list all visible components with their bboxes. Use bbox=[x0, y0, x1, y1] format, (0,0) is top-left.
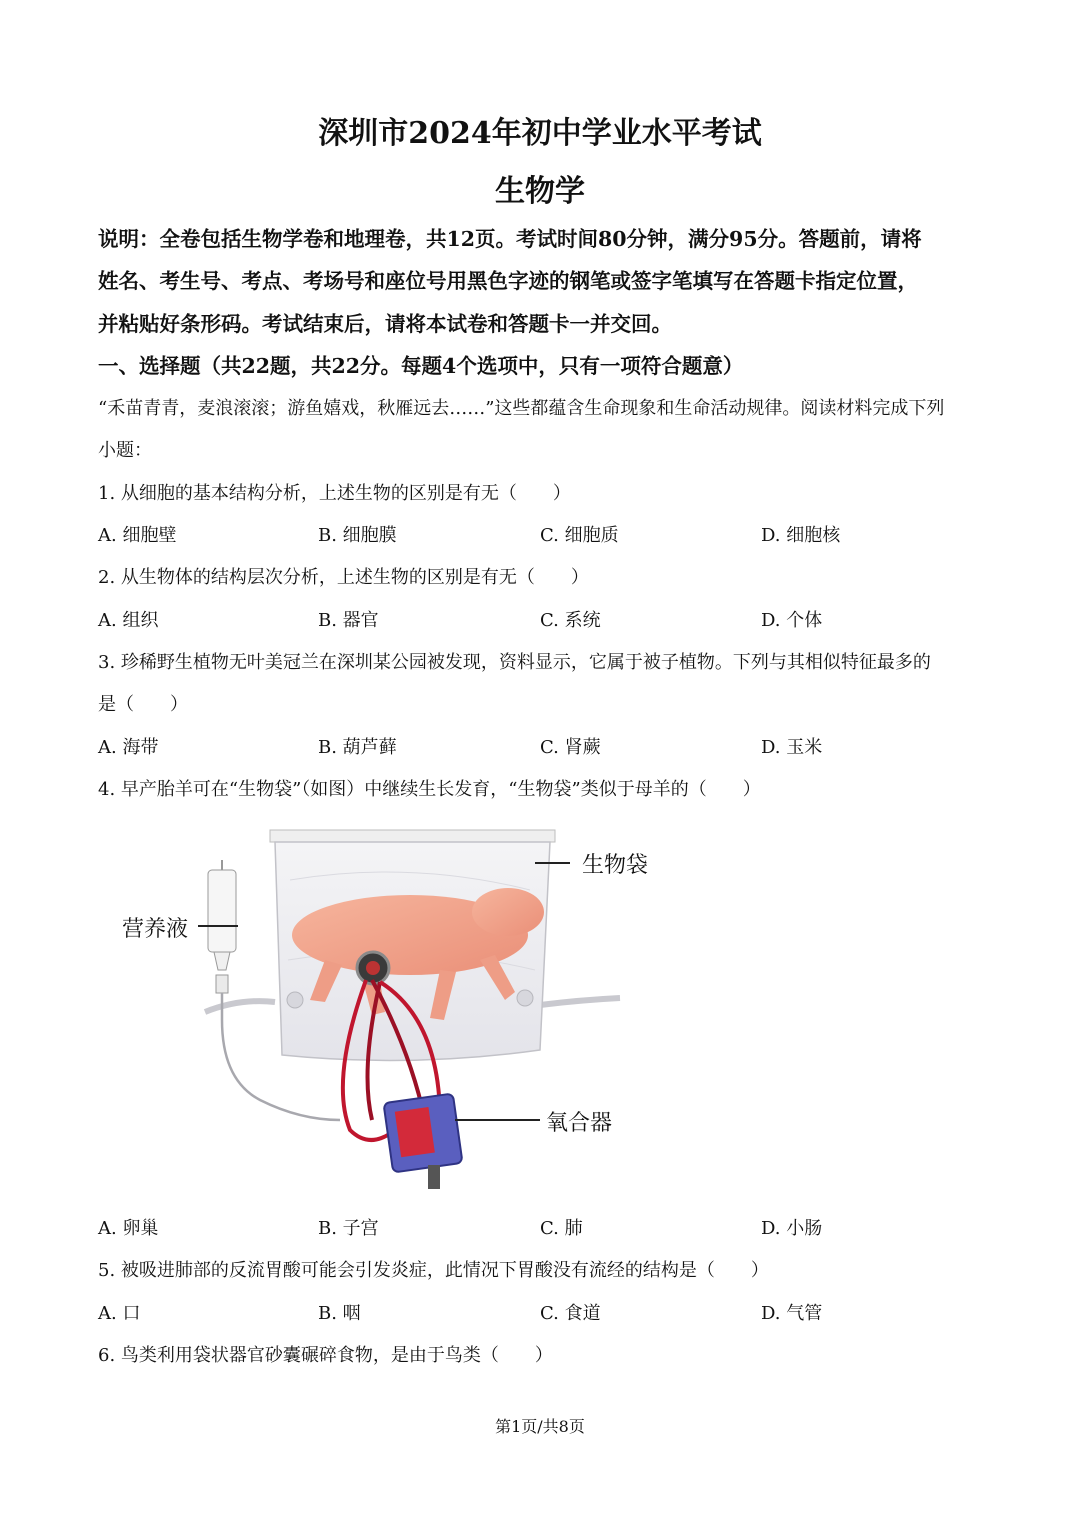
question-4-option-c: C. 肺 bbox=[540, 1218, 583, 1239]
question-1-stem: 1. 从细胞的基本结构分析，上述生物的区别是有无（ ） bbox=[98, 483, 571, 504]
section-title: 一、选择题（共22题，共22分。每题4个选项中，只有一项符合题意） bbox=[98, 354, 744, 378]
question-4-stem: 4. 早产胎羊可在“生物袋”（如图）中继续生长发育，“生物袋”类似于母羊的（ ） bbox=[98, 779, 761, 800]
question-5-option-b: B. 咽 bbox=[318, 1303, 361, 1324]
instructions-line: 说明：全卷包括生物学卷和地理卷，共12页。考试时间80分钟，满分95分。答题前，请将 bbox=[98, 227, 922, 251]
question-1-option-d: D. 细胞核 bbox=[761, 525, 841, 546]
question-1-option-b: B. 细胞膜 bbox=[318, 525, 397, 546]
side-tube bbox=[205, 1001, 275, 1012]
passage-line: “禾苗青青，麦浪滚滚；游鱼嬉戏，秋雁远去……”这些都蕴含生命现象和生命活动规律。阅读材料完成下列 bbox=[98, 398, 945, 419]
question-4-option-d: D. 小肠 bbox=[761, 1218, 823, 1239]
question-3-option-b: B. 葫芦藓 bbox=[318, 737, 397, 758]
question-2-option-a: A. 组织 bbox=[98, 610, 159, 631]
question-5-stem: 5. 被吸进肺部的反流胃酸可能会引发炎症，此情况下胃酸没有流经的结构是（ ） bbox=[98, 1260, 769, 1281]
question-2-option-b: B. 器官 bbox=[318, 610, 379, 631]
passage-line: 小题： bbox=[98, 440, 152, 461]
label-nutrient-solution: 营养液 bbox=[122, 917, 189, 942]
question-3-option-c: C. 肾蕨 bbox=[540, 737, 601, 758]
instructions-line: 并粘贴好条形码。考试结束后，请将本试卷和答题卡一并交回。 bbox=[98, 312, 672, 336]
question-3-option-d: D. 玉米 bbox=[761, 737, 823, 758]
exam-title: 深圳市2024年初中学业水平考试 bbox=[318, 116, 762, 151]
oxygenator-device bbox=[383, 1093, 462, 1189]
question-4-option-b: B. 子宫 bbox=[318, 1218, 379, 1239]
question-1-option-a: A. 细胞壁 bbox=[98, 525, 177, 546]
question-5-option-c: C. 食道 bbox=[540, 1303, 601, 1324]
bag-hanger-bar bbox=[270, 830, 555, 842]
question-2-option-c: C. 系统 bbox=[540, 610, 601, 631]
exam-subtitle: 生物学 bbox=[495, 174, 585, 209]
question-3-stem-cont: 是（ ） bbox=[98, 694, 188, 715]
question-1-option-c: C. 细胞质 bbox=[540, 525, 619, 546]
side-tube bbox=[540, 998, 620, 1005]
question-2-option-d: D. 个体 bbox=[761, 610, 823, 631]
question-4-option-a: A. 卵巢 bbox=[98, 1218, 159, 1239]
label-bio-bag: 生物袋 bbox=[582, 853, 649, 878]
instructions-line: 姓名、考生号、考点、考场号和座位号用黑色字迹的钢笔或签字笔填写在答题卡指定位置， bbox=[98, 269, 918, 293]
question-3-option-a: A. 海带 bbox=[98, 737, 159, 758]
question-2-stem: 2. 从生物体的结构层次分析，上述生物的区别是有无（ ） bbox=[98, 567, 589, 588]
page-footer: 第1页/共8页 bbox=[495, 1417, 585, 1436]
label-oxygenator: 氧合器 bbox=[546, 1111, 613, 1136]
question-3-stem: 3. 珍稀野生植物无叶美冠兰在深圳某公园被发现，资料显示，它属于被子植物。下列与其相似特征最多的 bbox=[98, 652, 931, 673]
question-5-option-a: A. 口 bbox=[98, 1303, 141, 1324]
question-5-option-d: D. 气管 bbox=[761, 1303, 823, 1324]
biobag-figure bbox=[110, 820, 670, 1200]
question-6-stem: 6. 鸟类利用袋状器官砂囊碾碎食物，是由于鸟类（ ） bbox=[98, 1345, 553, 1366]
